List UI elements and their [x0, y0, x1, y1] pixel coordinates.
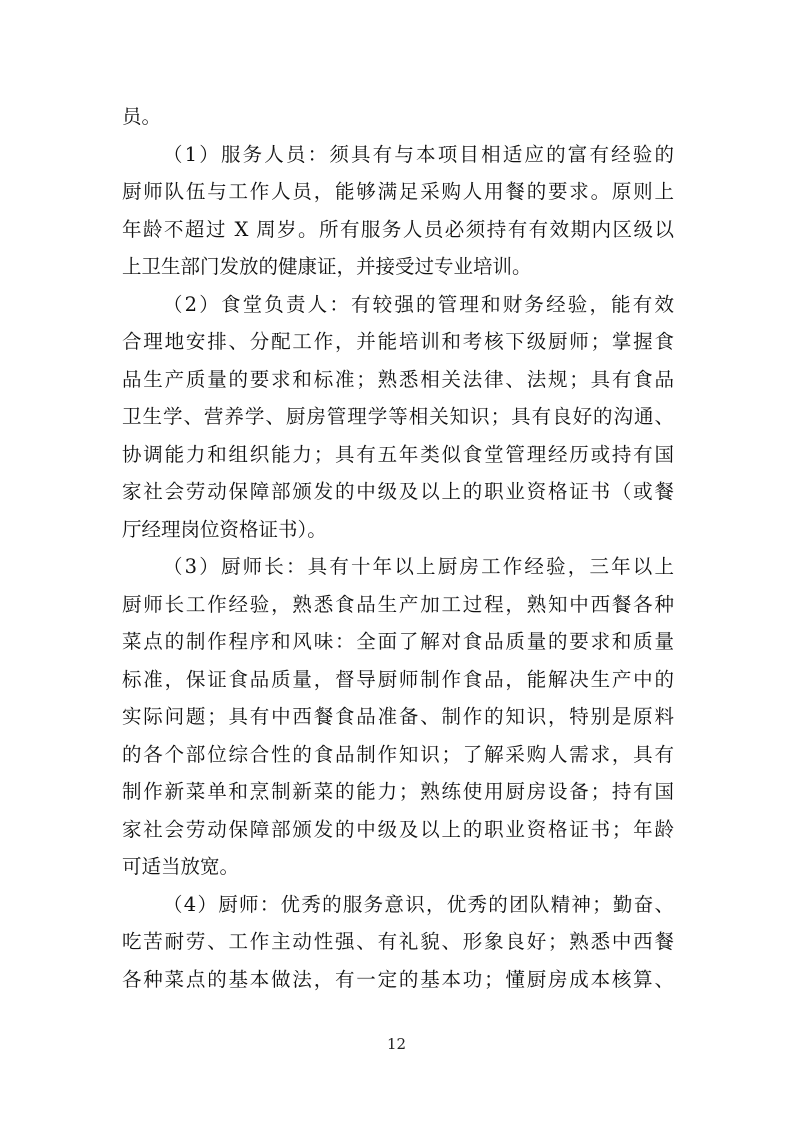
paragraph-service-staff: （1）服务人员：须具有与本项目相适应的富有经验的	[163, 142, 674, 166]
paragraph-head-chef: （3）厨师长：具有十年以上厨房工作经验，三年以上	[163, 555, 674, 578]
page-number: 12	[386, 1035, 407, 1053]
paragraph-canteen-manager: （2）食堂负责人：有较强的管理和财务经验，能有效	[163, 292, 674, 316]
text-line: 年龄不超过 X 周岁。所有服务人员必须持有有效期内区级以	[122, 217, 674, 241]
text-line: 家社会劳动保障部颁发的中级及以上的职业资格证书（或餐	[122, 480, 674, 503]
text-line: 上卫生部门发放的健康证，并接受过专业培训。	[122, 255, 532, 278]
text-line: 厅经理岗位资格证书）。	[122, 517, 327, 541]
document-body	[122, 98, 674, 998]
text-line: 标准，保证食品质量，督导厨师制作食品，能解决生产中的	[122, 667, 674, 691]
text-line: 菜点的制作程序和风味：全面了解对食品质量的要求和质量	[122, 630, 674, 653]
text-line: 卫生学、营养学、厨房管理学等相关知识；具有良好的沟通、	[122, 405, 674, 428]
text-line: 合理地安排、分配工作，并能培训和考核下级厨师；掌握食	[122, 330, 674, 353]
text-line: 可适当放宽。	[122, 855, 240, 878]
text-line: 的各个部位综合性的食品制作知识；了解采购人需求，具有	[122, 742, 674, 766]
paragraph-chef: （4）厨师：优秀的服务意识，优秀的团队精神；勤奋、	[163, 892, 674, 916]
text-line: 厨师队伍与工作人员，能够满足采购人用餐的要求。原则上	[122, 180, 674, 203]
text-line: 员。	[122, 105, 162, 128]
text-line: 厨师长工作经验，熟悉食品生产加工过程，熟知中西餐各种	[122, 592, 674, 616]
text-line: 品生产质量的要求和标准；熟悉相关法律、法规；具有食品	[122, 367, 674, 391]
text-line: 吃苦耐劳、工作主动性强、有礼貌、形象良好；熟悉中西餐	[122, 930, 674, 953]
text-line: 实际问题；具有中西餐食品准备、制作的知识，特别是原料	[122, 705, 674, 728]
text-line: 家社会劳动保障部颁发的中级及以上的职业资格证书；年龄	[122, 817, 674, 841]
text-line: 各种菜点的基本做法，有一定的基本功；懂厨房成本核算、	[122, 967, 674, 991]
text-line: 制作新菜单和烹制新菜的能力；熟练使用厨房设备；持有国	[122, 780, 674, 803]
text-line: 协调能力和组织能力；具有五年类似食堂管理经历或持有国	[122, 442, 674, 466]
